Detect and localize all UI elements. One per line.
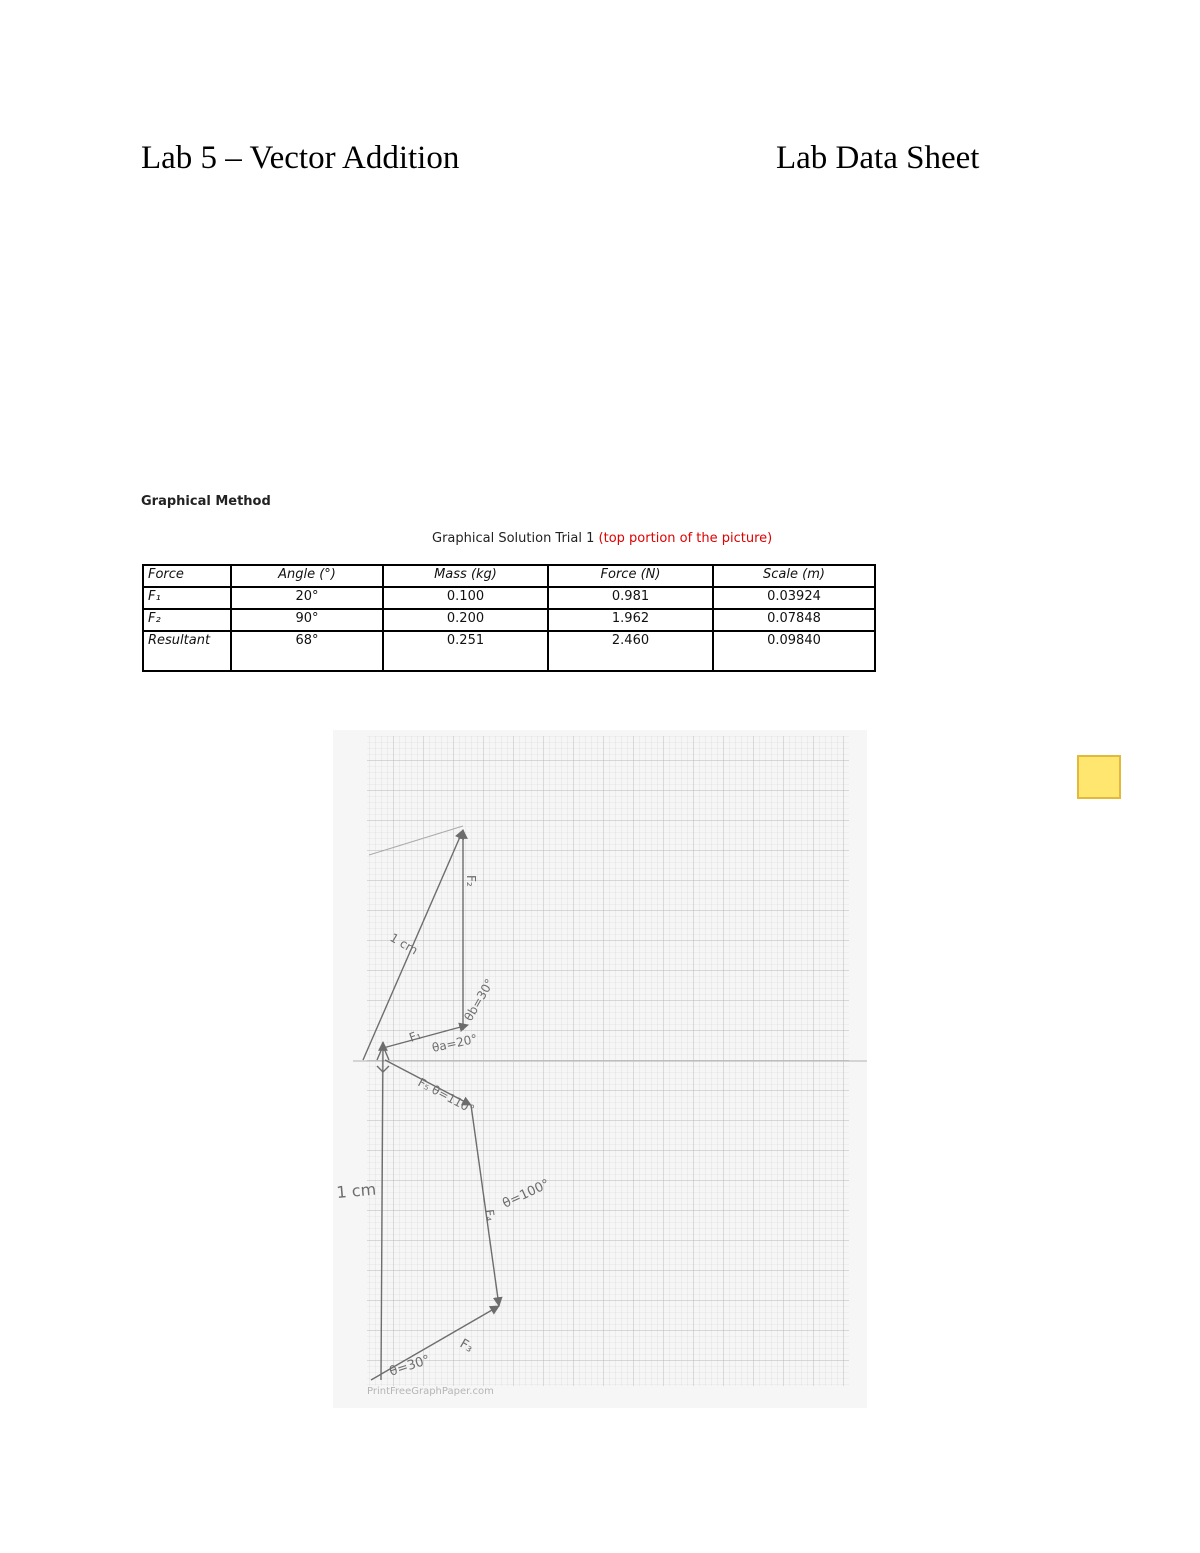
cell-angle: 68° — [231, 631, 383, 671]
cell-force-name: F₁ — [143, 587, 231, 609]
cell-angle: 20° — [231, 587, 383, 609]
label-f5: F₅ θ=110° — [415, 1075, 477, 1117]
graph-paper-watermark: PrintFreeGraphPaper.com — [367, 1386, 494, 1397]
table-header-row — [143, 565, 875, 587]
caption-text: Graphical Solution Trial 1 — [432, 531, 595, 546]
header-force-n: Force (N) — [548, 565, 713, 587]
cell-force: 2.460 — [548, 631, 713, 671]
header-force: Force — [143, 565, 231, 587]
force-table — [142, 564, 876, 672]
label-f2: F₂ — [464, 875, 478, 887]
label-f3: F₃ — [457, 1336, 476, 1356]
graph-paper-sketch — [333, 730, 867, 1408]
header-mass: Mass (kg) — [383, 565, 548, 587]
table-caption — [432, 531, 772, 546]
header-angle: Angle (°) — [231, 565, 383, 587]
header-scale: Scale (m) — [713, 565, 875, 587]
document-subtitle: Lab Data Sheet — [776, 140, 980, 176]
cell-force-name: Resultant — [143, 631, 231, 671]
table-row — [143, 631, 875, 671]
cell-mass: 0.251 — [383, 631, 548, 671]
cell-force-name: F₂ — [143, 609, 231, 631]
label-theta-3: θ=30° — [387, 1352, 433, 1380]
label-theta-a: θa=20° — [430, 1031, 479, 1055]
label-theta-b: θb=30° — [461, 976, 497, 1024]
label-r-bottom: 1 cm — [335, 1179, 377, 1202]
cell-scale: 0.07848 — [713, 609, 875, 631]
table-row — [143, 609, 875, 631]
cell-force: 1.962 — [548, 609, 713, 631]
table-row — [143, 587, 875, 609]
caption-note: (top portion of the picture) — [598, 531, 773, 546]
cell-force: 0.981 — [548, 587, 713, 609]
cell-mass: 0.100 — [383, 587, 548, 609]
cell-scale: 0.03924 — [713, 587, 875, 609]
cell-mass: 0.200 — [383, 609, 548, 631]
document-title: Lab 5 – Vector Addition — [141, 140, 460, 176]
cell-angle: 90° — [231, 609, 383, 631]
label-f1: F₁ — [407, 1027, 424, 1045]
label-theta-4: θ=100° — [500, 1176, 553, 1212]
section-heading: Graphical Method — [141, 494, 271, 509]
label-r-top: 1 cm — [387, 930, 421, 958]
label-f4: F₄ — [482, 1208, 498, 1223]
cell-scale: 0.09840 — [713, 631, 875, 671]
sticky-note-icon[interactable] — [1077, 755, 1121, 799]
